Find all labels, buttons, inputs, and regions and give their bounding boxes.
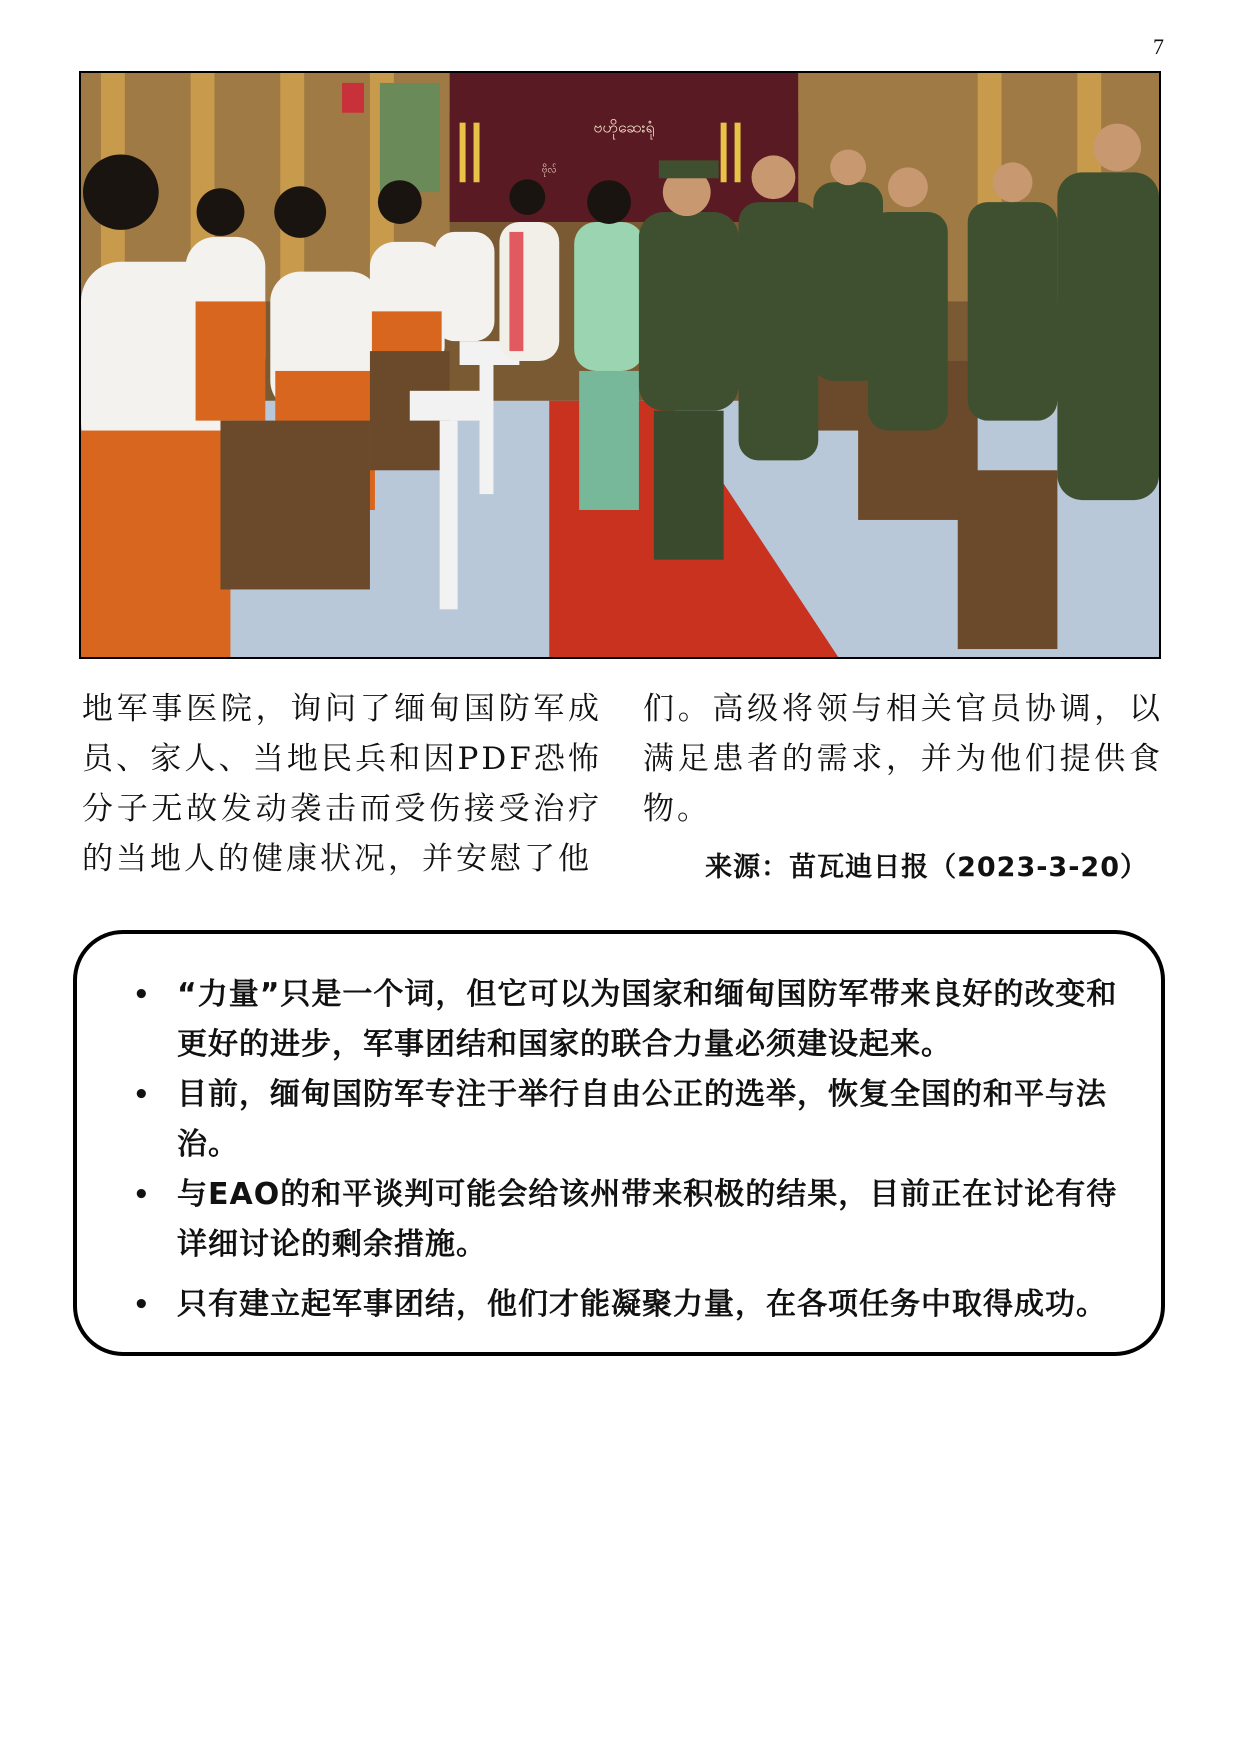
summary-point [115, 1170, 1129, 1270]
summary-point [115, 1280, 1129, 1330]
summary-point [115, 970, 1129, 1070]
bullet-icon: • [133, 1290, 151, 1320]
summary-point-text: 只有建立起军事团结，他们才能凝聚力量，在各项任务中取得成功。 [177, 1287, 1107, 1322]
article-right-column: 们。高级将领与相关官员协调，以满足患者的需求，并为他们提供食物。 [643, 691, 1163, 827]
summary-point [115, 1070, 1129, 1170]
bullet-icon: • [133, 1180, 151, 1210]
summary-point-text: 目前，缅甸国防军专注于举行自由公正的选举，恢复全国的和平与法治。 [177, 1077, 1107, 1162]
summary-point-text: 与EAO的和平谈判可能会给该州带来积极的结果，目前正在讨论有待详细讨论的剩余措施。 [177, 1177, 1118, 1262]
news-photo [79, 71, 1161, 659]
page-number: 7 [1153, 34, 1164, 59]
bullet-icon: • [133, 1080, 151, 1110]
photo-stage-text: ဗိုလ် [541, 164, 557, 176]
bullet-icon: • [133, 980, 151, 1010]
summary-point-text: “力量”只是一个词，但它可以为国家和缅甸国防军带来良好的改变和更好的进步，军事团结和国家的联合力量必须建设起来。 [177, 977, 1118, 1062]
article-source: 来源：苗瓦迪日报（2023-3-20） [705, 852, 1148, 883]
photo-illustration [81, 73, 1159, 657]
photo-banner-text: ဗဟိုဆေးရုံ [593, 117, 655, 137]
article-left-column: 地军事医院，询问了缅甸国防军成员、家人、当地民兵和因PDF恐怖分子无故发动袭击而受伤接受治疗的当地人的健康状况，并安慰了他 [82, 691, 602, 877]
summary-box [73, 930, 1165, 1356]
summary-list [115, 970, 1129, 1330]
